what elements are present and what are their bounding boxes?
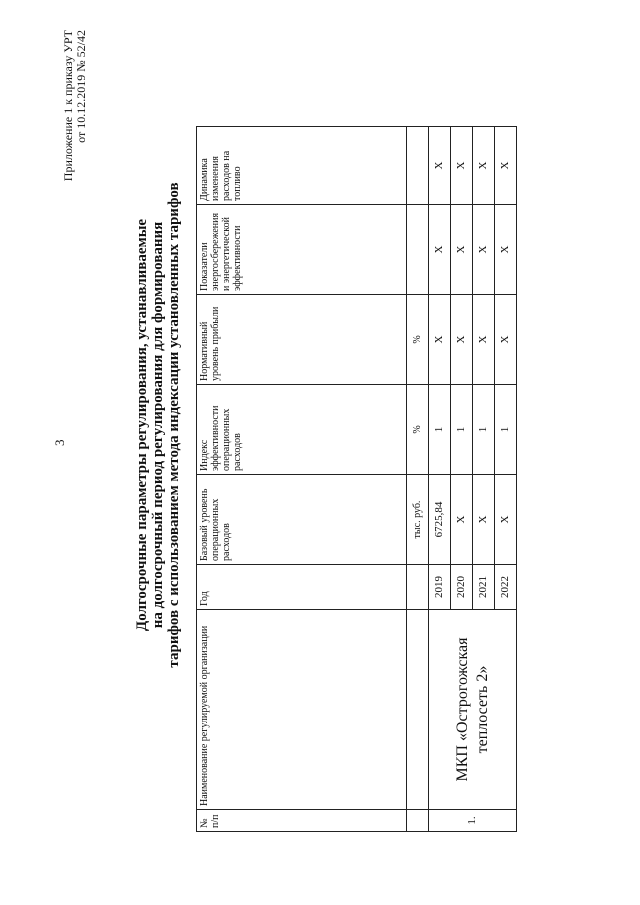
header-year: Год xyxy=(197,565,407,610)
cell-index: 1 xyxy=(429,385,451,475)
document-title xyxy=(134,150,182,700)
unit-index: % xyxy=(407,385,429,475)
header-base: Базовый уровень операционных расходов xyxy=(197,475,407,565)
header-profit: Нормативный уровень прибыли xyxy=(197,295,407,385)
cell-year: 2021 xyxy=(473,565,495,610)
cell-base: Х xyxy=(473,475,495,565)
cell-profit: Х xyxy=(451,295,473,385)
cell-base: 6725,84 xyxy=(429,475,451,565)
header-energy: Показатели энергосбережения и энергетической эффективности xyxy=(197,205,407,295)
cell-index: 1 xyxy=(451,385,473,475)
cell-year: 2019 xyxy=(429,565,451,610)
title-line-1: Долгосрочные параметры регулирования, устанавливаемые xyxy=(134,218,150,632)
title-line-3: тарифов с использованием метода индексации установленных тарифов xyxy=(166,182,182,668)
header-row xyxy=(197,127,407,832)
parameters-table xyxy=(196,127,511,832)
header-fuel: Динамика изменения расходов на топливо xyxy=(197,127,407,205)
cell-fuel: Х xyxy=(495,127,517,205)
cell-energy: Х xyxy=(451,205,473,295)
cell-profit: Х xyxy=(495,295,517,385)
cell-fuel: Х xyxy=(473,127,495,205)
cell-energy: Х xyxy=(429,205,451,295)
header-org: Наименование регулируемой организации xyxy=(197,610,407,810)
unit-profit: % xyxy=(407,295,429,385)
cell-fuel: Х xyxy=(429,127,451,205)
header-index: Индекс эффективности операционных расходов xyxy=(197,385,407,475)
appendix-note xyxy=(62,30,88,200)
cell-index: 1 xyxy=(473,385,495,475)
appendix-line-1: Приложение 1 к приказу УРТ xyxy=(61,30,75,182)
cell-fuel: Х xyxy=(451,127,473,205)
units-row xyxy=(407,127,429,832)
cell-energy: Х xyxy=(473,205,495,295)
row-number: 1. xyxy=(429,810,517,832)
cell-base: Х xyxy=(451,475,473,565)
title-line-2: на долгосрочный период регулирования для формирования xyxy=(150,221,166,629)
cell-profit: Х xyxy=(429,295,451,385)
cell-year: 2020 xyxy=(451,565,473,610)
cell-index: 1 xyxy=(495,385,517,475)
header-num: № п/п xyxy=(197,810,407,832)
cell-profit: Х xyxy=(473,295,495,385)
cell-year: 2022 xyxy=(495,565,517,610)
unit-base: тыс. руб. xyxy=(407,475,429,565)
page-number: 3 xyxy=(52,439,67,446)
organization-name: МКП «Острогожская теплосеть 2» xyxy=(429,610,517,810)
table-row xyxy=(429,127,451,832)
cell-energy: Х xyxy=(495,205,517,295)
cell-base: Х xyxy=(495,475,517,565)
appendix-line-2: от 10.12.2019 № 52/42 xyxy=(74,30,88,143)
